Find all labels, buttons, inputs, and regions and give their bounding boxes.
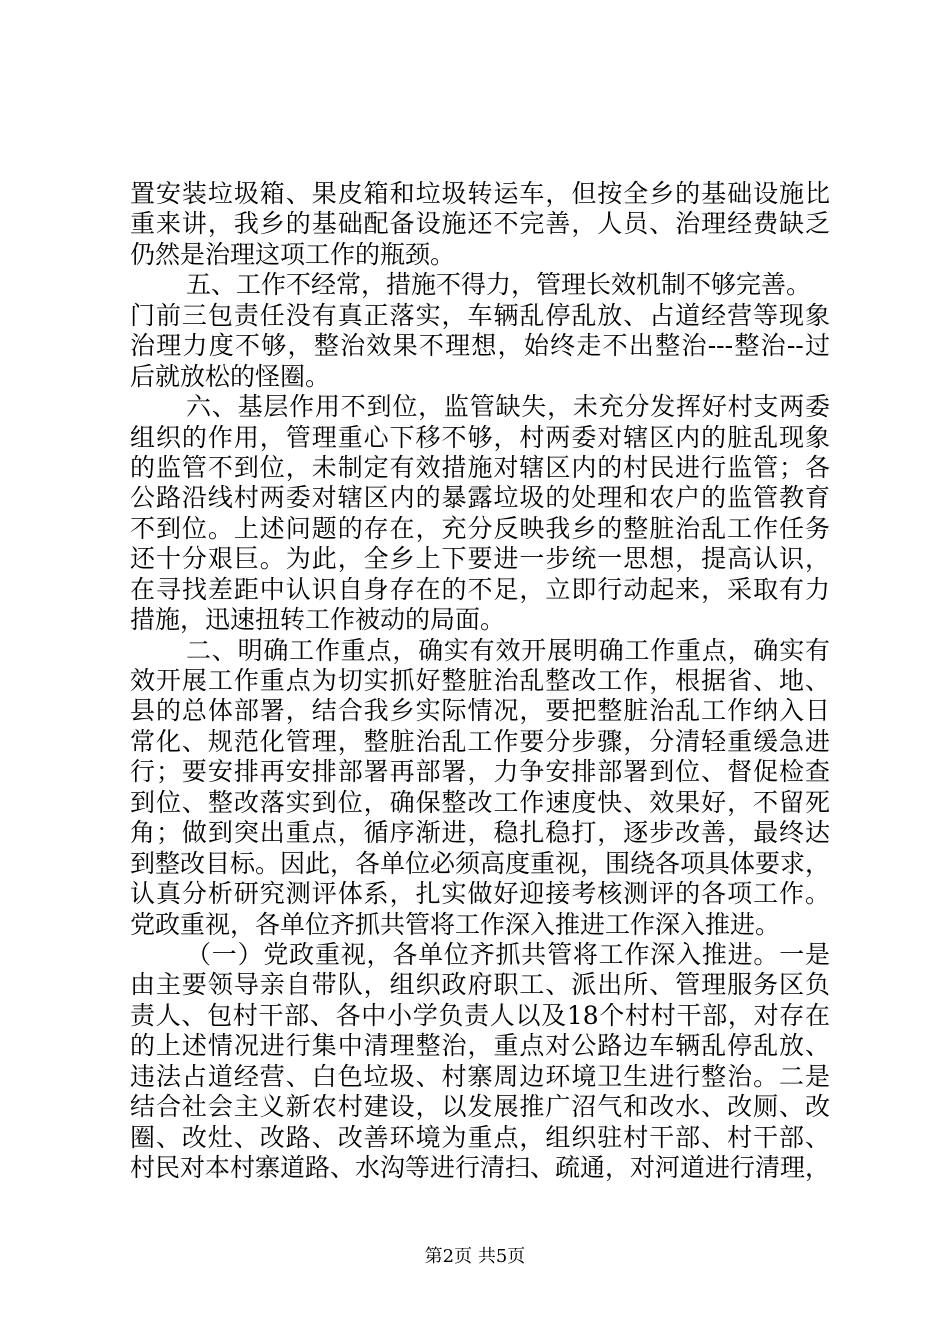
text-line: 仍然是治理这项工作的瓶颈。 — [130, 240, 456, 269]
text-line: 到位、整改落实到位，确保整改工作速度快、效果好，不留死 — [130, 788, 830, 817]
text-line: 常化、规范化管理，整脏治乱工作要分步骤，分清轻重缓急进 — [130, 727, 830, 756]
text-line: 圈、改灶、改路、改善环境为重点，组织驻村干部、村干部、 — [130, 1123, 830, 1152]
text-line: 不到位。上述问题的存在，充分反映我乡的整脏治乱工作任务 — [130, 514, 830, 543]
text-line: 村民对本村寨道路、水沟等进行清扫、疏通，对河道进行清理， — [130, 1153, 831, 1182]
text-line: 的监管不到位，未制定有效措施对辖区内的村民进行监管；各 — [130, 453, 830, 482]
paragraph-first-line: 五、工作不经常，措施不得力，管理长效机制不够完善。 — [186, 270, 812, 299]
paragraph-first-line: （一）党政重视，各单位齐抓共管将工作深入推进。一是 — [186, 940, 830, 969]
text-line: 到整改目标。因此，各单位必须高度重视，围绕各项具体要求， — [130, 849, 831, 878]
text-line: 效开展工作重点为切实抓好整脏治乱整改工作，根据省、地、 — [130, 666, 830, 695]
text-line: 责人、包村干部、各中小学负责人以及18个村村干部，对存在 — [130, 1001, 830, 1030]
text-line: 的上述情况进行集中清理整治，重点对公路边车辆乱停乱放、 — [130, 1031, 830, 1060]
text-line: 后就放松的怪圈。 — [130, 362, 331, 391]
text-line: 在寻找差距中认识自身存在的不足，立即行动起来，采取有力 — [130, 575, 830, 604]
text-line: 县的总体部署，结合我乡实际情况，要把整脏治乱工作纳入日 — [130, 696, 830, 725]
text-line: 由主要领导亲自带队，组织政府职工、派出所、管理服务区负 — [130, 970, 830, 999]
text-line: 认真分析研究测评体系，扎实做好迎接考核测评的各项工作。 — [130, 879, 830, 908]
text-line: 行；要安排再安排部署再部署，力争安排部署到位、督促检查 — [130, 757, 830, 786]
text-line: 置安装垃圾箱、果皮箱和垃圾转运车，但按全乡的基础设施比 — [130, 179, 830, 208]
text-line: 公路沿线村两委对辖区内的暴露垃圾的处理和农户的监管教育 — [130, 483, 830, 512]
text-line: 结合社会主义新农村建设，以发展推广沼气和改水、改厕、改 — [130, 1092, 830, 1121]
text-line: 角；做到突出重点，循序渐进，稳扎稳打，逐步改善，最终达 — [130, 818, 830, 847]
text-line: 治理力度不够，整治效果不理想，始终走不出整治---整治--过 — [130, 331, 830, 360]
paragraph-first-line: 二、明确工作重点，确实有效开展明确工作重点，确实有 — [186, 636, 830, 665]
text-line: 党政重视，各单位齐抓共管将工作深入推进工作深入推进。 — [130, 910, 781, 939]
text-line: 重来讲，我乡的基础配备设施还不完善，人员、治理经费缺乏 — [130, 209, 830, 238]
page-number-footer: 第2页 共5页 — [424, 1246, 526, 1267]
text-line: 措施，迅速扭转工作被动的局面。 — [130, 605, 506, 634]
text-line: 还十分艰巨。为此，全乡上下要进一步统一思想，提高认识， — [130, 544, 830, 573]
text-line: 违法占道经营、白色垃圾、村寨周边环境卫生进行整治。二是 — [130, 1062, 830, 1091]
text-line: 门前三包责任没有真正落实，车辆乱停乱放、占道经营等现象 — [130, 301, 830, 330]
text-line: 组织的作用，管理重心下移不够，村两委对辖区内的脏乱现象 — [130, 423, 830, 452]
paragraph-first-line: 六、基层作用不到位，监管缺失，未充分发挥好村支两委 — [186, 392, 830, 421]
